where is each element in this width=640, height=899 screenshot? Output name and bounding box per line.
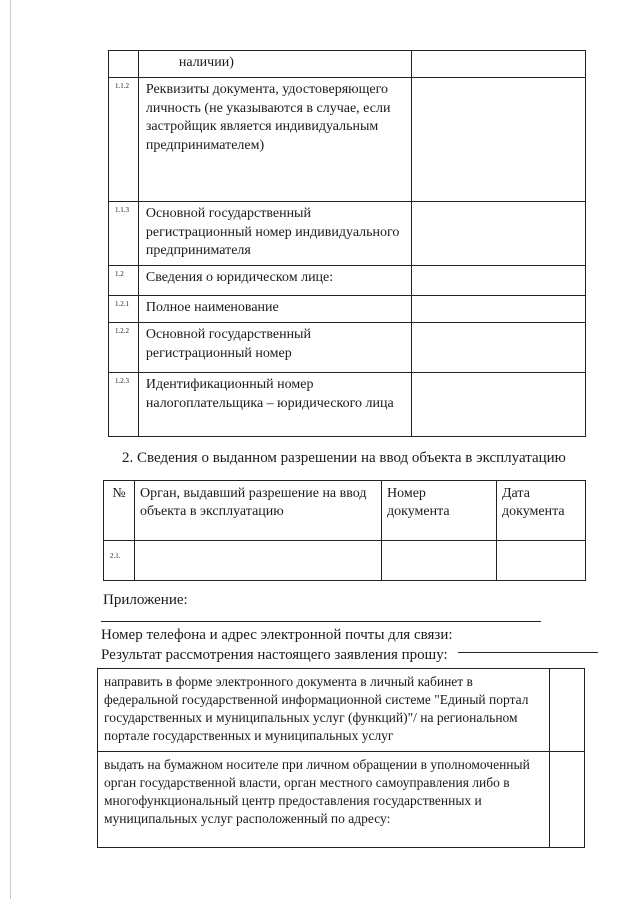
row-label: Сведения о юридическом лице: <box>138 266 411 296</box>
row-value-cell[interactable] <box>411 78 585 202</box>
table-row <box>109 373 586 437</box>
table-row <box>109 266 586 296</box>
scan-edge-line <box>10 0 11 899</box>
column-header-number: № <box>104 481 135 541</box>
table-row <box>104 541 586 581</box>
contact-fill-line[interactable] <box>458 652 598 653</box>
row-label: Полное наименование <box>138 296 411 323</box>
column-header-document-number: Номер документа <box>382 481 497 541</box>
row-value-cell[interactable] <box>411 51 585 78</box>
row-number <box>109 51 139 78</box>
applicant-info-table <box>108 50 586 437</box>
row-number: 1.1.2 <box>109 78 139 202</box>
row-value-cell[interactable] <box>411 373 585 437</box>
row-label: наличии) <box>138 51 411 78</box>
result-label: Результат рассмотрения настоящего заявления прошу: <box>101 647 448 663</box>
table-row <box>109 323 586 373</box>
document-number-cell[interactable] <box>382 541 497 581</box>
option-paper-checkbox[interactable] <box>550 752 585 848</box>
column-header-issuing-authority: Орган, выдавший разрешение на ввод объекта в эксплуатацию <box>135 481 382 541</box>
row-number: 2.1. <box>104 541 135 581</box>
attachment-fill-line[interactable] <box>101 621 541 622</box>
contact-label: Номер телефона и адрес электронной почты для связи: <box>101 627 453 643</box>
issuing-authority-cell[interactable] <box>135 541 382 581</box>
table-row <box>109 202 586 266</box>
row-number: 1.1.3 <box>109 202 139 266</box>
option-electronic-delivery: направить в форме электронного документа в личный кабинет в федеральной государственной информационной системе "Единый портал государственных и муниципальных услуг (функций)"/ на региональном портале государственных и муниципальных услуг <box>98 669 550 752</box>
row-label: Основной государственный регистрационный номер индивидуального предпринимателя <box>138 202 411 266</box>
option-electronic-checkbox[interactable] <box>550 669 585 752</box>
row-value-cell[interactable] <box>411 323 585 373</box>
table-header-row <box>104 481 586 541</box>
permit-info-table <box>103 480 586 581</box>
table-row <box>109 78 586 202</box>
column-header-document-date: Дата документа <box>497 481 586 541</box>
option-row <box>98 669 585 752</box>
section-2-title: 2. Сведения о выданном разрешении на ввод объекта в эксплуатацию <box>122 450 566 466</box>
row-label: Идентификационный номер налогоплательщика – юридического лица <box>138 373 411 437</box>
attachment-label: Приложение: <box>103 592 188 608</box>
row-number: 1.2 <box>109 266 139 296</box>
document-date-cell[interactable] <box>497 541 586 581</box>
row-number: 1.2.1 <box>109 296 139 323</box>
option-paper-delivery: выдать на бумажном носителе при личном обращении в уполномоченный орган государственной власти, орган местного самоуправления либо в многофункциональный центр предоставления государственных и муниципальных услуг расположенный по адресу: <box>98 752 550 848</box>
row-label: Основной государственный регистрационный номер <box>138 323 411 373</box>
table-row <box>109 296 586 323</box>
table-row <box>109 51 586 78</box>
row-value-cell[interactable] <box>411 266 585 296</box>
row-number: 1.2.3 <box>109 373 139 437</box>
row-label: Реквизиты документа, удостоверяющего личность (не указываются в случае, если застройщик является индивидуальным предпринимателем) <box>138 78 411 202</box>
result-options-table <box>97 668 585 848</box>
row-value-cell[interactable] <box>411 202 585 266</box>
row-number: 1.2.2 <box>109 323 139 373</box>
row-value-cell[interactable] <box>411 296 585 323</box>
option-row <box>98 752 585 848</box>
